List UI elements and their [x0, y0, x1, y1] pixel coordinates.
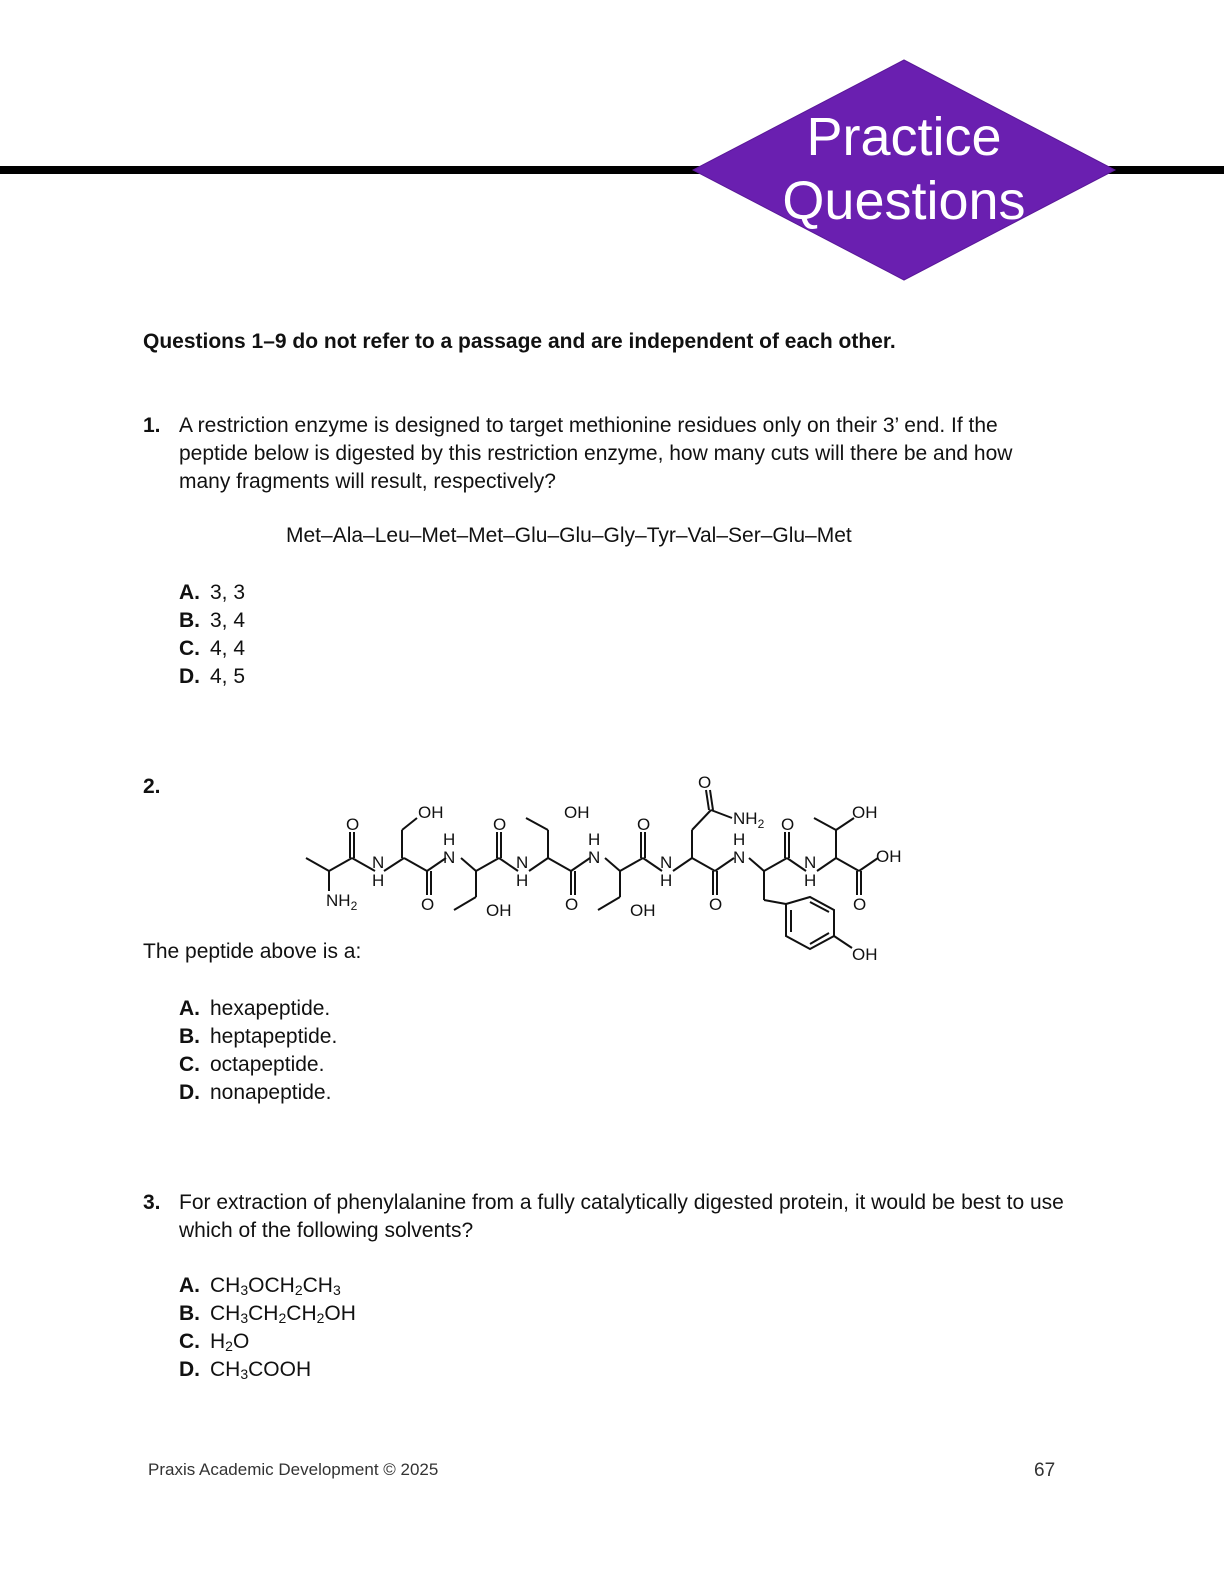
peptide-sequence: Met–Ala–Leu–Met–Met–Glu–Glu–Gly–Tyr–Val–Ser–Glu–Met [286, 524, 852, 547]
answer-option[interactable]: D. nonapeptide. [179, 1081, 332, 1104]
peptide-backbone-bonds [306, 790, 878, 949]
structure-atom-labels [326, 773, 902, 964]
svg-text:O: O [853, 895, 867, 914]
svg-text:O: O [698, 773, 712, 792]
question-number: 1. [143, 414, 161, 437]
svg-text:O: O [709, 895, 723, 914]
question-text: A restriction enzyme is designed to target methionine residues only on their 3’ end. If the peptide below is digested by this restriction enzyme, how many cuts will there be and how many fragments will result, respectively? [179, 414, 1013, 493]
page-number: 67 [1034, 1460, 1056, 1481]
svg-text:N: N [804, 853, 817, 872]
answer-option[interactable]: A. $CH_3OCH_2CH_3$ [179, 1274, 341, 1298]
svg-text:OH: OH [418, 803, 444, 822]
svg-text:H: H [516, 871, 529, 890]
svg-text:OH: OH [564, 803, 590, 822]
svg-text:N: N [516, 853, 529, 872]
svg-text:OH: OH [630, 901, 656, 920]
answer-option[interactable]: D. $CH_3COOH$ [179, 1358, 312, 1382]
svg-text:H: H [588, 830, 601, 849]
svg-text:H: H [372, 871, 385, 890]
svg-text:OH: OH [876, 847, 902, 866]
svg-text:H: H [733, 830, 746, 849]
question-number: 3. [143, 1191, 161, 1214]
svg-text:OH: OH [852, 945, 878, 964]
svg-text:H: H [660, 871, 673, 890]
svg-text:NH2: $NH_2$ [326, 891, 358, 913]
footer-publisher: Praxis Academic Development © 2025 [148, 1460, 439, 1479]
answer-option[interactable]: A. 3, 3 [179, 581, 246, 604]
svg-text:N: N [660, 853, 673, 872]
practice-questions-badge [690, 57, 1118, 283]
svg-text:N: N [443, 848, 456, 867]
answer-option[interactable]: C. 4, 4 [179, 637, 246, 660]
svg-text:O: O [493, 815, 507, 834]
svg-text:OH: OH [852, 803, 878, 822]
svg-text:O: O [637, 815, 651, 834]
svg-text:H: H [804, 871, 817, 890]
peptide-structure-diagram [296, 770, 920, 970]
question-text: For extraction of phenylalanine from a fully catalytically digested protein, it would be best to use which of the following solvents? [179, 1191, 1064, 1242]
svg-text:O: O [565, 895, 579, 914]
answer-option[interactable]: D. 4, 5 [179, 665, 246, 688]
answer-options-q2 [179, 995, 337, 1107]
svg-text:H: H [443, 830, 456, 849]
answer-options-q3 [179, 1272, 356, 1384]
svg-text:OH: OH [486, 901, 512, 920]
section-intro: Questions 1–9 do not refer to a passage and are independent of each other. [143, 330, 896, 353]
svg-text:NH2: $NH_2$ [733, 809, 765, 831]
badge-title [690, 105, 1118, 233]
question-number: 2. [143, 775, 161, 798]
svg-text:O: O [421, 895, 435, 914]
answer-option[interactable]: C. octapeptide. [179, 1053, 325, 1076]
svg-text:O: O [346, 815, 360, 834]
svg-text:N: N [372, 853, 385, 872]
badge-line-1: Practice [806, 107, 1002, 167]
answer-options-q1 [179, 579, 245, 691]
svg-text:N: N [588, 848, 601, 867]
answer-option[interactable]: B. 3, 4 [179, 609, 246, 632]
answer-option[interactable]: B. $CH_3CH_2CH_2OH$ [179, 1302, 356, 1326]
svg-text:O: O [781, 815, 795, 834]
question-2-stem: The peptide above is a: [143, 940, 362, 963]
badge-line-2: Questions [782, 171, 1026, 231]
answer-option[interactable]: C. $H_2O$ [179, 1330, 250, 1354]
answer-option[interactable]: B. heptapeptide. [179, 1025, 338, 1048]
answer-option[interactable]: A. hexapeptide. [179, 997, 331, 1020]
svg-text:N: N [733, 848, 746, 867]
